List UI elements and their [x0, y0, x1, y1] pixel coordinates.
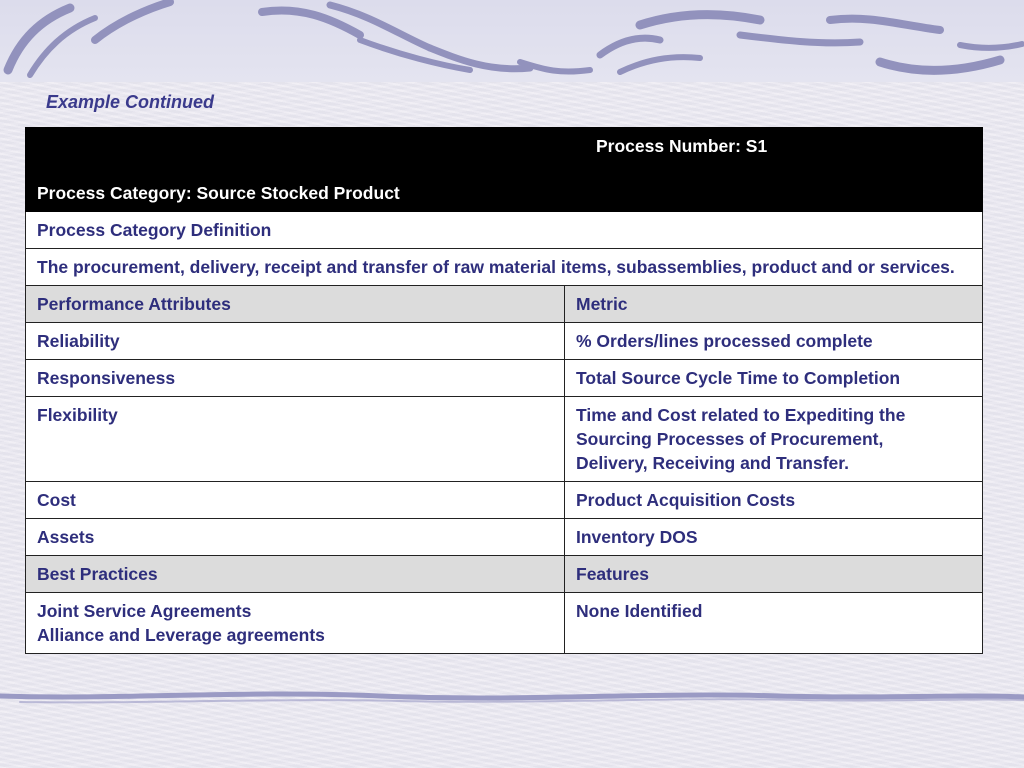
metric-line: Sourcing Processes of Procurement, [576, 429, 884, 449]
process-category: Process Category: Source Stocked Product [37, 183, 400, 203]
features-heading: Features [565, 556, 983, 593]
practice-item: Alliance and Leverage agreements [37, 625, 325, 645]
metric-cell: % Orders/lines processed complete [565, 323, 983, 360]
process-number: Process Number: S1 [596, 136, 768, 156]
definition-heading: Process Category Definition [26, 212, 983, 249]
attribute-cell: Responsiveness [26, 360, 565, 397]
performance-attributes-heading: Performance Attributes [26, 286, 565, 323]
attribute-cell: Assets [26, 519, 565, 556]
metric-line: Time and Cost related to Expediting the [576, 405, 906, 425]
table-header-row [26, 128, 983, 212]
attribute-cell: Flexibility [26, 397, 565, 482]
decorative-top-band [0, 0, 1024, 82]
practice-item: Joint Service Agreements [37, 601, 252, 621]
attribute-cell: Cost [26, 482, 565, 519]
definition-text: The procurement, delivery, receipt and transfer of raw material items, subassemblies, product and or services. [26, 249, 983, 286]
table-row [26, 519, 983, 556]
best-practices-heading: Best Practices [26, 556, 565, 593]
table-row [26, 323, 983, 360]
brush-wave-decoration [0, 684, 1024, 714]
metric-heading: Metric [565, 286, 983, 323]
features-cell: None Identified [565, 593, 983, 654]
table-row [26, 286, 983, 323]
table-header-cell [26, 128, 983, 212]
metric-cell: Total Source Cycle Time to Completion [565, 360, 983, 397]
table-row [26, 360, 983, 397]
decorative-bottom-wave [0, 684, 1024, 714]
table-row [26, 482, 983, 519]
table-row [26, 249, 983, 286]
best-practices-cell [26, 593, 565, 654]
brush-stroke-decoration [0, 0, 1024, 82]
table-row [26, 397, 983, 482]
table-row [26, 556, 983, 593]
process-table [25, 127, 983, 654]
attribute-cell: Reliability [26, 323, 565, 360]
slide-title: Example Continued [46, 92, 215, 112]
table-row [26, 212, 983, 249]
metric-cell: Product Acquisition Costs [565, 482, 983, 519]
metric-cell: Inventory DOS [565, 519, 983, 556]
table-row [26, 593, 983, 654]
metric-line: Delivery, Receiving and Transfer. [576, 453, 849, 473]
metric-cell [565, 397, 983, 482]
